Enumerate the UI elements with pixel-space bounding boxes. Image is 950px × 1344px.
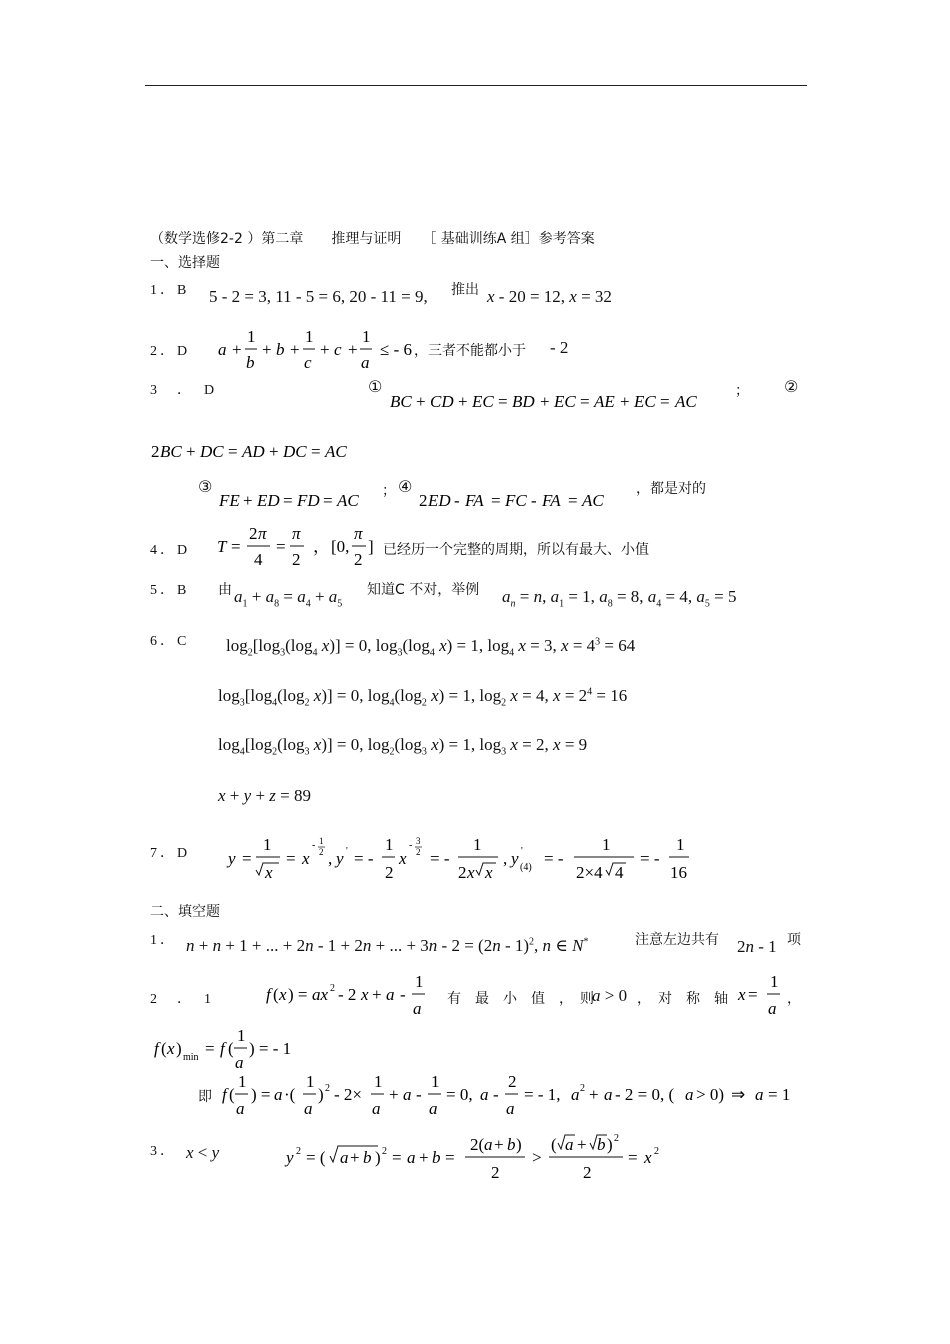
- svg-text:2: 2: [292, 550, 301, 569]
- svg-text:BD: BD: [512, 392, 535, 411]
- svg-text:': ': [521, 846, 523, 857]
- q3-circle-1: ①: [368, 377, 383, 396]
- svg-text:): ): [375, 1148, 381, 1167]
- svg-text:= 1: = 1: [768, 1085, 791, 1104]
- svg-text:b: b: [246, 353, 255, 372]
- svg-text:EC: EC: [472, 392, 494, 411]
- q3-expr-2: [148, 438, 388, 464]
- q3-expr-3: [217, 487, 387, 513]
- svg-text:+: +: [577, 1135, 587, 1154]
- svg-text:1: 1: [770, 972, 779, 991]
- svg-text:1: 1: [263, 835, 272, 854]
- header-rule: [145, 85, 807, 86]
- svg-text:a: a: [755, 1085, 764, 1104]
- svg-text:=: =: [628, 1148, 638, 1167]
- svg-text:2: 2: [458, 863, 467, 882]
- q4-label: 4．D: [150, 543, 191, 558]
- svg-text:3: 3: [416, 836, 421, 846]
- section-heading-fill: 二、填空题: [150, 904, 220, 920]
- svg-text:ED: ED: [428, 491, 451, 510]
- svg-text:2: 2: [654, 1146, 659, 1157]
- svg-text:= -: = -: [354, 849, 374, 868]
- svg-text:x: x: [361, 985, 369, 1004]
- svg-text:> 0): > 0): [696, 1085, 724, 1104]
- svg-text:b: b: [507, 1135, 516, 1154]
- svg-text:2: 2: [249, 524, 258, 543]
- svg-text:c: c: [304, 353, 312, 372]
- svg-text:2: 2: [354, 550, 363, 569]
- svg-text:min: min: [183, 1052, 199, 1063]
- q3-circle-2: ②: [784, 377, 799, 396]
- f2-axis: [734, 968, 784, 1020]
- svg-text:f: f: [266, 985, 271, 1004]
- svg-text:+: +: [540, 392, 550, 411]
- svg-text:': ': [346, 846, 348, 857]
- svg-text:): ): [318, 1085, 324, 1104]
- svg-text:π: π: [292, 524, 301, 543]
- svg-text:f: f: [220, 1039, 225, 1058]
- svg-text:+: +: [419, 1148, 429, 1167]
- q3-circle-3: ③: [198, 477, 213, 496]
- svg-text:4: 4: [254, 550, 263, 569]
- q3-expr-1: [388, 388, 728, 414]
- svg-text:2: 2: [419, 491, 428, 510]
- svg-text:,: ,: [328, 849, 333, 868]
- svg-text:f: f: [154, 1039, 159, 1058]
- svg-text:a: a: [407, 1148, 416, 1167]
- svg-text:1: 1: [237, 1026, 246, 1045]
- svg-text:a: a: [480, 1085, 489, 1104]
- svg-text:- 2 = 0, (: - 2 = 0, (: [615, 1085, 675, 1104]
- svg-text:=: =: [276, 537, 286, 556]
- svg-text:=: =: [242, 849, 252, 868]
- svg-text:π: π: [354, 524, 363, 543]
- svg-text:=: =: [311, 442, 321, 461]
- svg-text:x: x: [485, 863, 493, 882]
- q6-line-1: $\log_2[\log_3(\log_4$ x)] = 0, $\log_3(\log_4$ x) = 1, $\log_4 x = 3$, $x = 4^3 = 64$: [226, 636, 636, 659]
- f1-label: 1．: [150, 933, 177, 948]
- svg-text:EC: EC: [554, 392, 576, 411]
- svg-text:=: =: [491, 491, 501, 510]
- svg-text:-: -: [312, 840, 316, 851]
- svg-text:2: 2: [330, 983, 335, 994]
- svg-text:1: 1: [238, 1072, 247, 1091]
- q2-text: ，三者不能都小于: [414, 343, 526, 359]
- svg-text:=: =: [323, 491, 333, 510]
- svg-text:2: 2: [416, 847, 421, 857]
- svg-text:b: b: [432, 1148, 441, 1167]
- q1-text: 推出: [451, 282, 479, 298]
- svg-text:=: =: [498, 392, 508, 411]
- svg-text:1: 1: [602, 835, 611, 854]
- q6-label: 6．C: [150, 634, 190, 649]
- f2-text-1: 有 最 小 值 ， 则: [447, 991, 594, 1007]
- svg-text:1: 1: [305, 327, 314, 346]
- svg-text:a: a: [604, 1085, 613, 1104]
- svg-text:π: π: [258, 524, 267, 543]
- svg-text:2: 2: [325, 1083, 330, 1094]
- svg-text:AC: AC: [325, 442, 347, 461]
- svg-text:2: 2: [151, 442, 160, 461]
- q3-semicolon-2: ；: [382, 483, 396, 499]
- svg-text:c: c: [334, 340, 342, 359]
- q2-expr2: - 2: [550, 338, 569, 357]
- q6-line-3: $\log_4[\log_2(\log_3$ x)] = 0, $\log_2(\log_3$ x) = 1, $\log_3 x = 2$, x = 9: [218, 735, 588, 758]
- svg-text:(: (: [273, 985, 279, 1004]
- svg-text:⇒: ⇒: [731, 1085, 746, 1104]
- svg-text:DC: DC: [200, 442, 224, 461]
- svg-text:a: a: [372, 1099, 381, 1118]
- svg-text:2: 2: [583, 1163, 592, 1182]
- svg-text:，: ，: [313, 537, 330, 556]
- f1-expr: n + n + 1 + ... + 2n - 1 + 2n + ... + 3n - 2 = (2n - 1)$^2$, n ∈ N*: [186, 936, 589, 955]
- svg-text:AC: AC: [675, 392, 697, 411]
- svg-text:x: x: [265, 863, 273, 882]
- svg-text:+: +: [494, 1135, 504, 1154]
- svg-text:AC: AC: [337, 491, 359, 510]
- svg-text:(4): (4): [520, 862, 532, 873]
- q5-pre-text: 由: [218, 582, 232, 598]
- svg-text:b: b: [276, 340, 285, 359]
- svg-text:- 2×: - 2×: [334, 1085, 362, 1104]
- svg-text:a: a: [571, 1085, 580, 1104]
- svg-text:+: +: [372, 985, 382, 1004]
- svg-text:2: 2: [508, 1072, 517, 1091]
- svg-text:= -: = -: [430, 849, 450, 868]
- svg-text:=: =: [286, 849, 296, 868]
- svg-text:+: +: [186, 442, 196, 461]
- svg-text:2: 2: [614, 1133, 619, 1144]
- svg-text:DC: DC: [283, 442, 307, 461]
- svg-text:=: =: [568, 491, 578, 510]
- svg-text:+: +: [416, 392, 426, 411]
- svg-text:x: x: [279, 985, 287, 1004]
- f2-pre-3: 即: [198, 1089, 212, 1105]
- svg-text:+: +: [458, 392, 468, 411]
- svg-text:T: T: [217, 537, 227, 556]
- q1-expr: 5 - 2 = 3, 11 - 5 = 6, 20 - 11 = 9,: [209, 287, 428, 306]
- svg-text:+: +: [589, 1085, 599, 1104]
- svg-text:x: x: [302, 849, 310, 868]
- svg-text:(: (: [229, 1085, 235, 1104]
- svg-text:-: -: [416, 1085, 422, 1104]
- svg-text:+: +: [350, 1148, 360, 1167]
- svg-text:a: a: [218, 340, 227, 359]
- f3-answer: x < y: [186, 1143, 220, 1162]
- svg-text:=: =: [748, 985, 758, 1004]
- svg-text:FA: FA: [542, 491, 561, 510]
- svg-text:= (: = (: [306, 1148, 326, 1167]
- q2-label: 2．D: [150, 344, 191, 359]
- svg-text:a: a: [386, 985, 395, 1004]
- page-title: （数学选修2-2 ）第二章 推理与证明 ［ 基础训练A 组］参考答案: [150, 231, 595, 247]
- svg-text:2×4: 2×4: [576, 863, 603, 882]
- svg-text:CD: CD: [430, 392, 454, 411]
- svg-text:+: +: [269, 442, 279, 461]
- svg-text:EC: EC: [634, 392, 656, 411]
- svg-text:a: a: [403, 1085, 412, 1104]
- svg-text:-: -: [454, 491, 460, 510]
- svg-text:y: y: [286, 1148, 294, 1167]
- svg-text:a: a: [304, 1099, 313, 1118]
- svg-text:FD: FD: [297, 491, 320, 510]
- q5-expr2: $a_n = n$, $a_1 = 1$, $a_8 = 8$, $a_4 = 4$, $a_5 = 5$: [502, 587, 737, 610]
- svg-text:=: =: [392, 1148, 402, 1167]
- q7-expr: [224, 830, 704, 886]
- svg-text:BC: BC: [160, 442, 182, 461]
- svg-text:-: -: [400, 985, 406, 1004]
- svg-text:2: 2: [385, 863, 394, 882]
- svg-text:- 2: - 2: [338, 985, 357, 1004]
- svg-text:+: +: [389, 1085, 399, 1104]
- svg-text:FC: FC: [505, 491, 527, 510]
- f2-expr: [262, 968, 448, 1020]
- f2-text-2: ， 对 称 轴: [637, 991, 728, 1007]
- f1-text2: 项: [787, 932, 801, 948]
- svg-text:1: 1: [247, 327, 256, 346]
- f2-cond: a > 0: [592, 986, 628, 1005]
- svg-text:-: -: [493, 1085, 499, 1104]
- svg-text:a: a: [685, 1085, 694, 1104]
- svg-text:16: 16: [670, 863, 687, 882]
- f1-expr2: 2n - 1: [737, 937, 777, 956]
- svg-text:= - 1,: = - 1,: [524, 1085, 561, 1104]
- svg-text:ax: ax: [312, 985, 329, 1004]
- q5-text: 知道C 不对，举例: [367, 582, 480, 598]
- svg-text:a: a: [361, 353, 370, 372]
- svg-text:a: a: [484, 1135, 493, 1154]
- svg-text:y: y: [228, 849, 236, 868]
- q2-expr: [214, 325, 414, 373]
- svg-text:[0,: [0,: [331, 537, 350, 556]
- f3-expr: [283, 1126, 693, 1188]
- f1-text: 注意左边共有: [635, 932, 719, 948]
- svg-text:x: x: [467, 863, 475, 882]
- svg-text:b: b: [363, 1148, 372, 1167]
- q6-line-2: $\log_3[\log_4(\log_2$ x)] = 0, $\log_4(\log_2$ x) = 1, $\log_2 x = 4$, $x = 2^4 = 16$: [218, 686, 628, 709]
- svg-text:a: a: [429, 1099, 438, 1118]
- section-heading-choice: 一、选择题: [150, 255, 220, 271]
- svg-text:ED: ED: [257, 491, 280, 510]
- svg-text:x: x: [167, 1039, 175, 1058]
- svg-text:1: 1: [676, 835, 685, 854]
- svg-text:a: a: [413, 999, 422, 1018]
- svg-text:) =: ) =: [288, 985, 308, 1004]
- svg-text:a: a: [274, 1085, 283, 1104]
- svg-text:1: 1: [306, 1072, 315, 1091]
- svg-text:+: +: [262, 340, 272, 359]
- svg-text:x: x: [738, 985, 746, 1004]
- f2-line-3: [218, 1070, 798, 1122]
- svg-text:+: +: [290, 340, 300, 359]
- svg-text:) =: ) =: [251, 1085, 271, 1104]
- svg-text:-: -: [409, 840, 413, 851]
- svg-text:+: +: [620, 392, 630, 411]
- f3-label: 3．: [150, 1144, 177, 1159]
- svg-text:(: (: [228, 1039, 234, 1058]
- svg-text:): ): [176, 1039, 182, 1058]
- svg-text:AC: AC: [582, 491, 604, 510]
- svg-text:+: +: [243, 491, 253, 510]
- q4-text: 已经历一个完整的周期，所以有最大、小值: [383, 542, 649, 558]
- q3-circle-4: ④: [398, 477, 413, 496]
- svg-text:BC: BC: [390, 392, 412, 411]
- f2-label: 2 ． 1: [150, 992, 214, 1007]
- svg-text:a: a: [768, 999, 777, 1018]
- svg-text:=: =: [660, 392, 670, 411]
- svg-text:2: 2: [319, 847, 324, 857]
- f2-comma: ，: [787, 991, 801, 1007]
- svg-text:2: 2: [580, 1083, 585, 1094]
- q3-expr-4: [417, 487, 637, 513]
- svg-text:a: a: [235, 1053, 244, 1072]
- svg-text:y: y: [336, 849, 344, 868]
- svg-text:a: a: [565, 1135, 574, 1154]
- svg-text:≤ - 6: ≤ - 6: [380, 340, 412, 359]
- svg-text:a: a: [236, 1099, 245, 1118]
- svg-text:2: 2: [296, 1146, 301, 1157]
- svg-text:AD: AD: [242, 442, 265, 461]
- svg-text:1: 1: [385, 835, 394, 854]
- svg-text:y: y: [511, 849, 519, 868]
- svg-text:+: +: [348, 340, 358, 359]
- svg-text:=: =: [231, 537, 241, 556]
- svg-text:AE: AE: [594, 392, 615, 411]
- svg-text:2: 2: [491, 1163, 500, 1182]
- svg-text:2(: 2(: [470, 1135, 485, 1154]
- q6-line-4: x + y + z = 89: [218, 786, 311, 805]
- svg-text:=: =: [205, 1039, 215, 1058]
- svg-text:a: a: [340, 1148, 349, 1167]
- q5-expr: $a_1 + a_8 = a_4 + a_5$: [234, 587, 343, 610]
- q7-label: 7．D: [150, 846, 191, 861]
- f2-line-2: [150, 1024, 320, 1076]
- svg-text:=: =: [283, 491, 293, 510]
- svg-text:1: 1: [362, 327, 371, 346]
- svg-text:x: x: [399, 849, 407, 868]
- svg-text:=: =: [580, 392, 590, 411]
- q3-semicolon-1: ；: [735, 383, 749, 399]
- svg-text:=: =: [445, 1148, 455, 1167]
- q4-expr: [214, 522, 380, 572]
- svg-text:]: ]: [368, 537, 374, 556]
- svg-text:2: 2: [382, 1146, 387, 1157]
- svg-text:1: 1: [473, 835, 482, 854]
- svg-text:1: 1: [415, 972, 424, 991]
- svg-text:1: 1: [319, 836, 324, 846]
- svg-text:= 0,: = 0,: [446, 1085, 473, 1104]
- svg-text:=: =: [228, 442, 238, 461]
- svg-text:·(: ·(: [284, 1085, 296, 1104]
- q3-label: 3 ． D: [150, 383, 218, 398]
- svg-text:(: (: [551, 1135, 557, 1154]
- q5-label: 5．B: [150, 583, 190, 598]
- svg-text:): ): [516, 1135, 522, 1154]
- svg-text:4: 4: [615, 863, 624, 882]
- svg-text:FE: FE: [219, 491, 240, 510]
- svg-text:1: 1: [374, 1072, 383, 1091]
- svg-text:= -: = -: [544, 849, 564, 868]
- svg-text:f: f: [222, 1085, 227, 1104]
- svg-text:) = - 1: ) = - 1: [249, 1039, 292, 1058]
- svg-text:a: a: [506, 1099, 515, 1118]
- svg-text:FA: FA: [465, 491, 484, 510]
- svg-text:>: >: [532, 1148, 542, 1167]
- svg-text:-: -: [531, 491, 537, 510]
- q3-tail-text: ，都是对的: [636, 481, 706, 497]
- svg-text:x: x: [644, 1148, 652, 1167]
- svg-text:b: b: [597, 1135, 606, 1154]
- svg-text:+: +: [320, 340, 330, 359]
- svg-text:,: ,: [503, 849, 508, 868]
- svg-text:1: 1: [431, 1072, 440, 1091]
- q1-expr2: x - 20 = 12, x = 32: [487, 287, 612, 306]
- svg-text:= -: = -: [640, 849, 660, 868]
- svg-text:): ): [607, 1135, 613, 1154]
- q1-label: 1．B: [150, 283, 190, 298]
- svg-text:+: +: [232, 340, 242, 359]
- svg-text:(: (: [161, 1039, 167, 1058]
